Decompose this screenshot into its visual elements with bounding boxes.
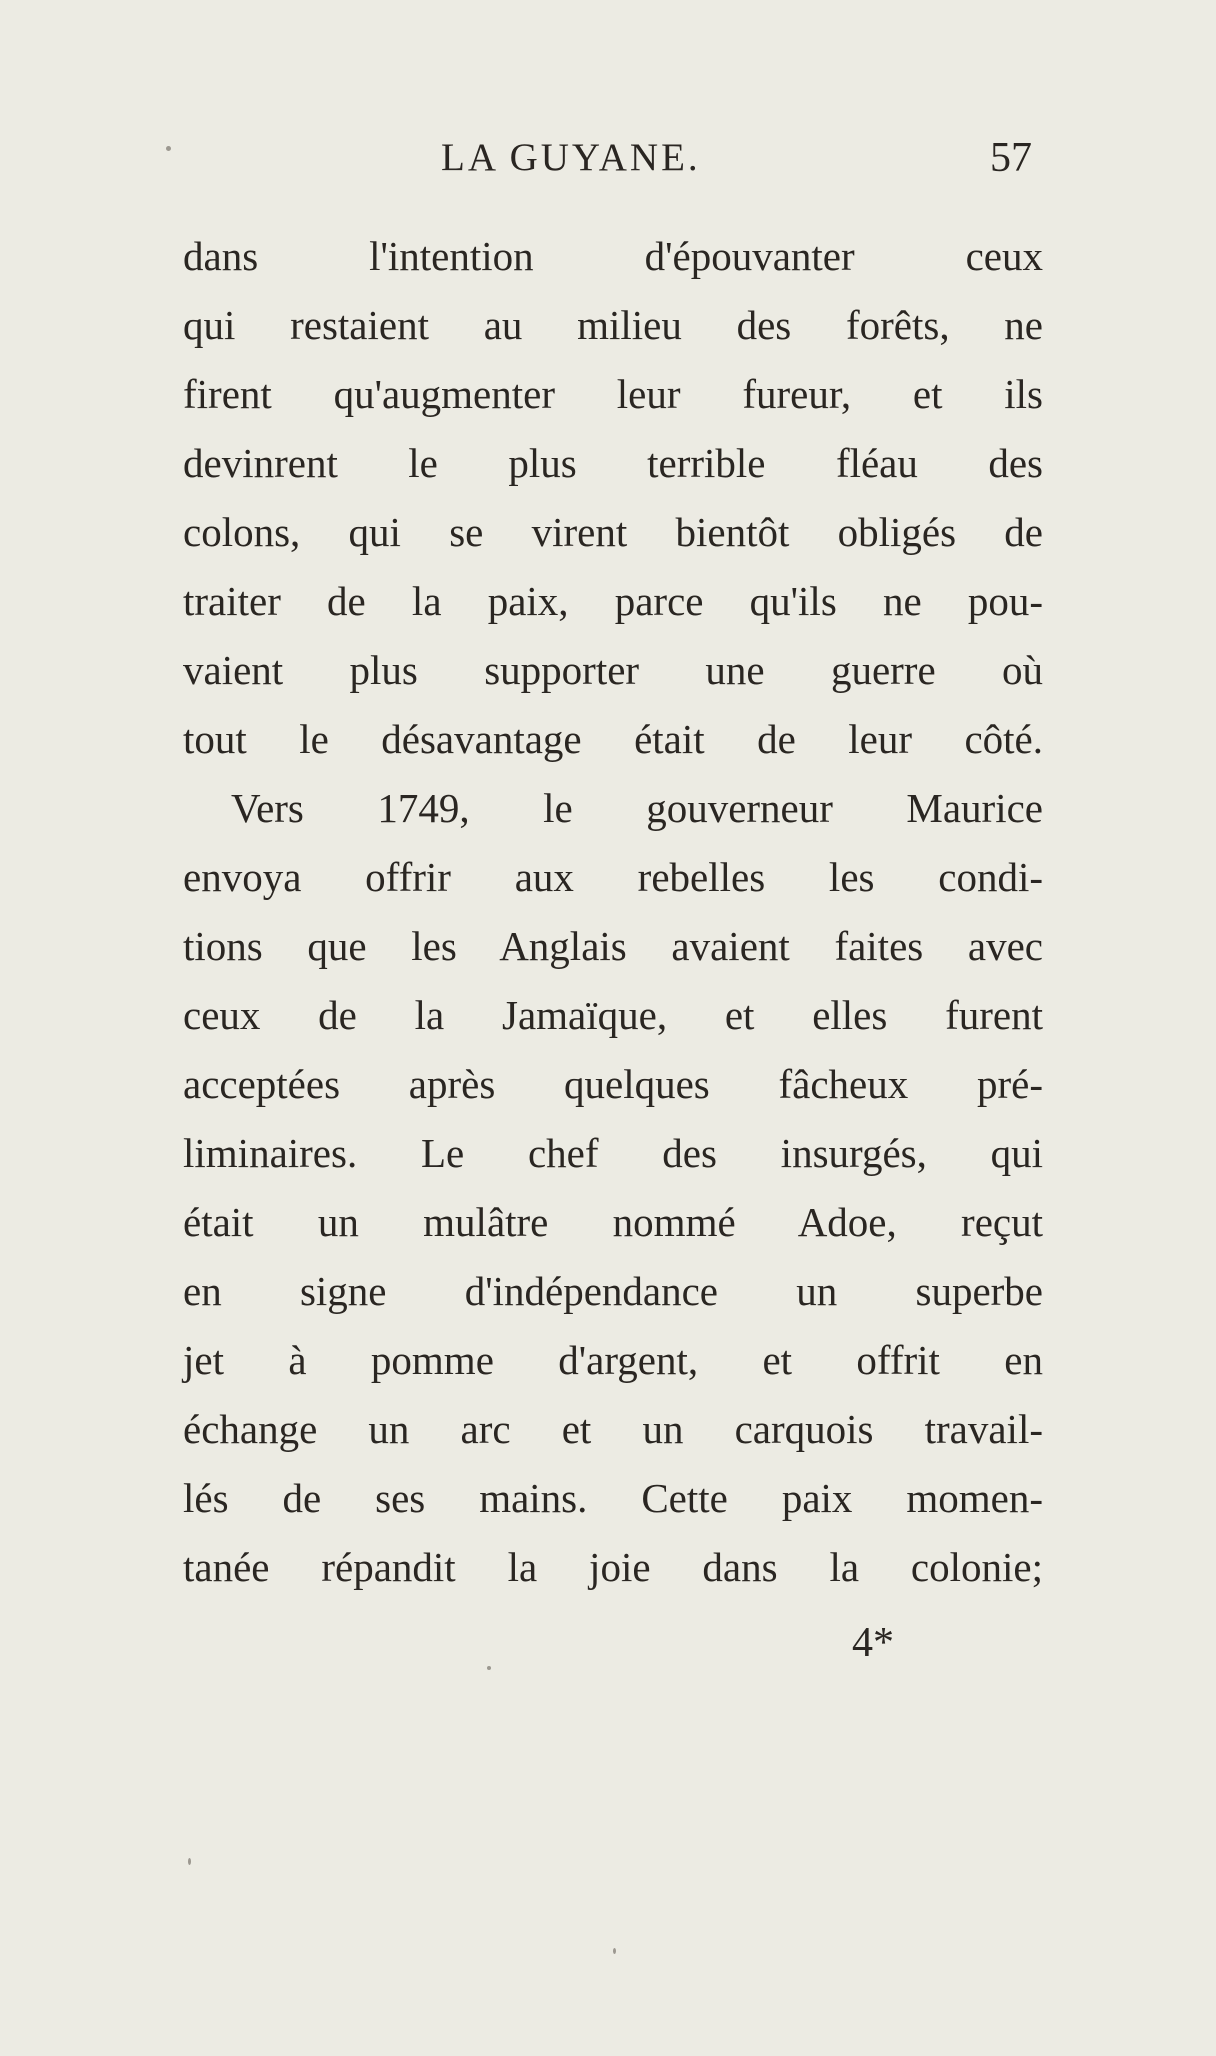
running-title: LA GUYANE.	[441, 136, 701, 179]
text-line: liminaires. Le chef des insurgés, qui	[183, 1130, 1043, 1176]
page-header	[0, 132, 1216, 184]
text-line: échange un arc et un carquois travail-	[183, 1406, 1043, 1452]
text-line: tanée répandit la joie dans la colonie;	[183, 1544, 1043, 1590]
text-line: tout le désavantage était de leur côté.	[183, 716, 1043, 762]
text-line: traiter de la paix, parce qu'ils ne pou-	[183, 578, 1043, 624]
page-number: 57	[990, 135, 1032, 181]
text-line: qui restaient au milieu des forêts, ne	[183, 302, 1043, 348]
text-line: tions que les Anglais avaient faites avec	[183, 923, 1043, 969]
paper-speck	[613, 1948, 616, 1954]
text-line: acceptées après quelques fâcheux pré-	[183, 1061, 1043, 1107]
text-line: colons, qui se virent bientôt obligés de	[183, 509, 1043, 555]
text-line: firent qu'augmenter leur fureur, et ils	[183, 371, 1043, 417]
text-line: en signe d'indépendance un superbe	[183, 1268, 1043, 1314]
text-line: était un mulâtre nommé Adoe, reçut	[183, 1199, 1043, 1245]
text-line: vaient plus supporter une guerre où	[183, 647, 1043, 693]
text-line: jet à pomme d'argent, et offrit en	[183, 1337, 1043, 1383]
text-line: devinrent le plus terrible fléau des	[183, 440, 1043, 486]
paragraph-start-line: Vers 1749, le gouverneur Maurice	[231, 785, 1043, 831]
text-line: ceux de la Jamaïque, et elles furent	[183, 992, 1043, 1038]
paper-speck	[487, 1666, 491, 1670]
signature-mark: 4*	[852, 1620, 894, 1666]
text-line: envoya offrir aux rebelles les condi-	[183, 854, 1043, 900]
paper-speck	[188, 1858, 191, 1865]
paper-speck	[166, 146, 171, 151]
text-line: dans l'intention d'épouvanter ceux	[183, 233, 1043, 279]
text-line: lés de ses mains. Cette paix momen-	[183, 1475, 1043, 1521]
body-text	[183, 222, 1043, 1602]
